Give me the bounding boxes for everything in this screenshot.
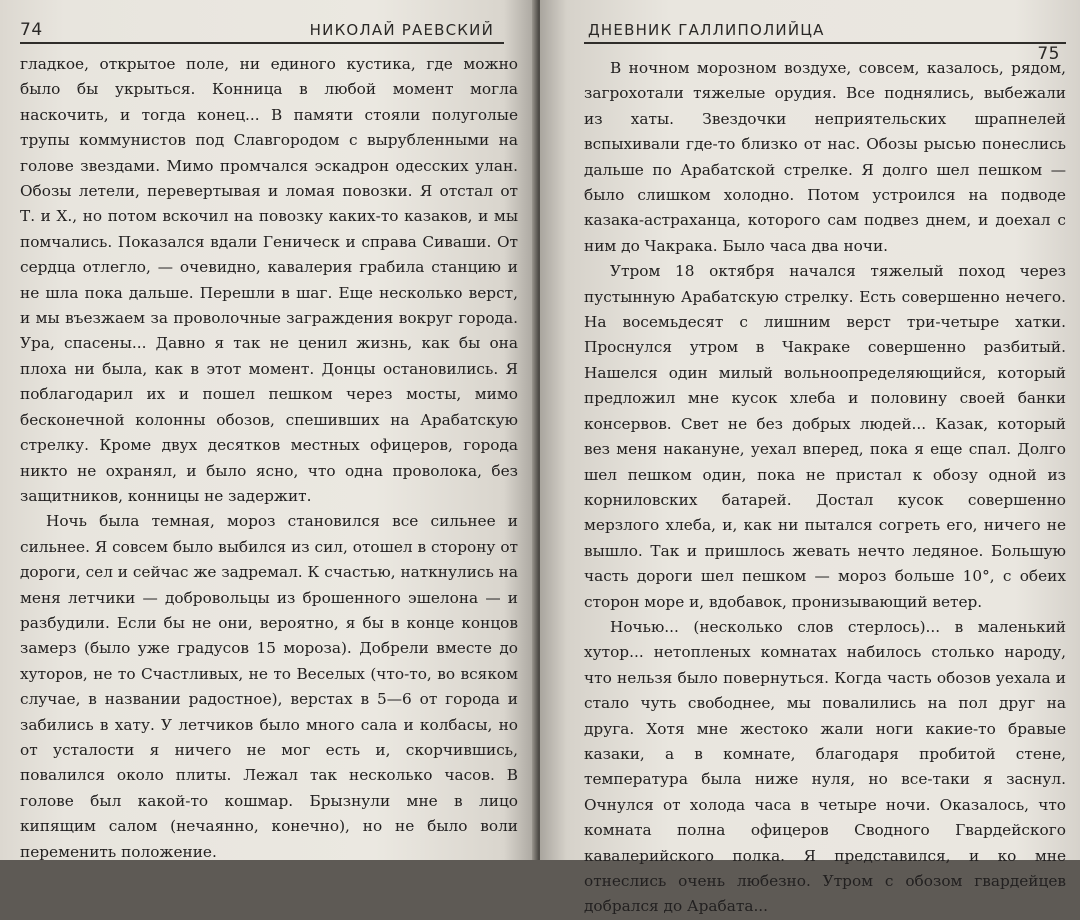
- right-page-text: [584, 56, 1066, 920]
- right-running-head: [584, 0, 1066, 64]
- left-page-text: [20, 52, 518, 865]
- right-paragraph-3: Ночью... (несколько слов стерлось)... в маленький хутор... нетопленых комнатах набилось столько народу, что нельзя было повернуться. Когда часть обозов уехала и стало чуть свободнее, мы повалились на пол друг на друга. Хотя мне жестоко жали ноги какие-то бравые казаки, а в комнате, благодаря пробитой стене, температура была ниже нуля, но все-таки я заснул. Очнулся от холода часа в четыре ночи. Оказалось, что комната полна офицеров Сводного Гвардейского кавалерийского полка. Я представился, и ко мне отнеслись очень любезно. Утром с обозом гвардейцев добрался до Арабата...: [584, 617, 1066, 916]
- right-page-number: 75: [1037, 44, 1060, 64]
- left-running-head-title: НИКОЛАЙ РАЕВСКИЙ: [309, 21, 494, 39]
- left-running-head: [20, 0, 504, 44]
- right-paragraph-1: В ночном морозном воздухе, совсем, казалось, рядом, загрохотали тяжелые орудия. Все поднялись, выбежали из хаты. Звездочки неприятельских шрапнелей вспыхивали где-то близко от нас. Обозы рысью понеслись дальше по Арабатской стрелке. Я долго шел пешком — было слишком холодно. Потом устроился на подводе казака-астраханца, которого сам подвез днем, и доехал с ним до Чакрака. Было часа два ночи.: [584, 59, 1066, 255]
- left-paragraph-2: Ночь была темная, мороз становился все сильнее и сильнее. Я совсем было выбился из сил, отошел в сторону от дороги, сел и сейчас же задремал. К счастью, наткнулись на меня летчики — добровольцы из брошенного эшелона — и разбудили. Если бы не они, вероятно, я бы в конце концов замерз (было уже градусов 15 мороза). Добрели вместе до хуторов, не то Счастливых, не то Веселых (что-то, во всяком случае, в названии радостное), верстах в 5—6 от города и забились в хату. У летчиков было много сала и колбасы, но от усталости я ничего не мог есть и, скорчившись, повалился около плиты. Лежал так несколько часов. В голове был какой-то кошмар. Брызнули мне в лицо кипящим салом (нечаянно, конечно), но не было воли переменить положение.: [20, 512, 518, 861]
- right-page: [540, 0, 1080, 916]
- right-paragraph-2: Утром 18 октября начался тяжелый поход через пустынную Арабатскую стрелку. Есть совершенно нечего. На восемьдесят с лишним верст три-четыре хатки. Проснулся утром в Чакраке совершенно разбитый. Нашелся один милый вольноопределяющийся, который предложил мне кусок хлеба и половину своей банки консервов. Свет не без добрых людей... Казак, который вез меня накануне, уехал вперед, пока я еще спал. Долго шел пешком один, пока не пристал к обозу одной из корниловских батарей. Достал кусок совершенно мерзлого хлеба, и, как ни пытался согреть его, ничего не вышло. Так и пришлось жевать нечто ледяное. Большую часть дороги шел пешком — мороз больше 10°, с обеих сторон море и, вдобавок, пронизывающий ветер.: [584, 262, 1066, 611]
- left-paragraph-1: гладкое, открытое поле, ни единого кустика, где можно было бы укрыться. Конница в любой момент могла наскочить, и тогда конец... В памяти стояли полуголые трупы коммунистов под Славгородом с вырубленными на голове звездами. Мимо промчался эскадрон одесских улан. Обозы летели, перевертывая и ломая повозки. Я отстал от Т. и Х., но потом вскочил на повозку каких-то казаков, и мы помчались. Показался вдали Геническ и справа Сиваши. От сердца отлегло, — очевидно, кавалерия грабила станцию и не шла пока дальше. Перешли в шаг. Еще несколько верст, и мы въезжаем за проволочные заграждения вокруг города. Ура, спасены... Давно я так не ценил жизнь, как бы она плоха ни была, как в этот момент. Донцы остановились. Я поблагодарил их и пошел пешком через мосты, мимо бесконечной колонны обозов, спешивших на Арабатскую стрелку. Кроме двух десятков местных офицеров, города никто не охранял, и было ясно, что одна проволока, без защитников, конницы не задержит.: [20, 55, 518, 505]
- right-running-head-title: ДНЕВНИК ГАЛЛИПОЛИЙЦА: [588, 21, 825, 39]
- left-page: [0, 0, 536, 860]
- left-page-number: 74: [20, 20, 43, 40]
